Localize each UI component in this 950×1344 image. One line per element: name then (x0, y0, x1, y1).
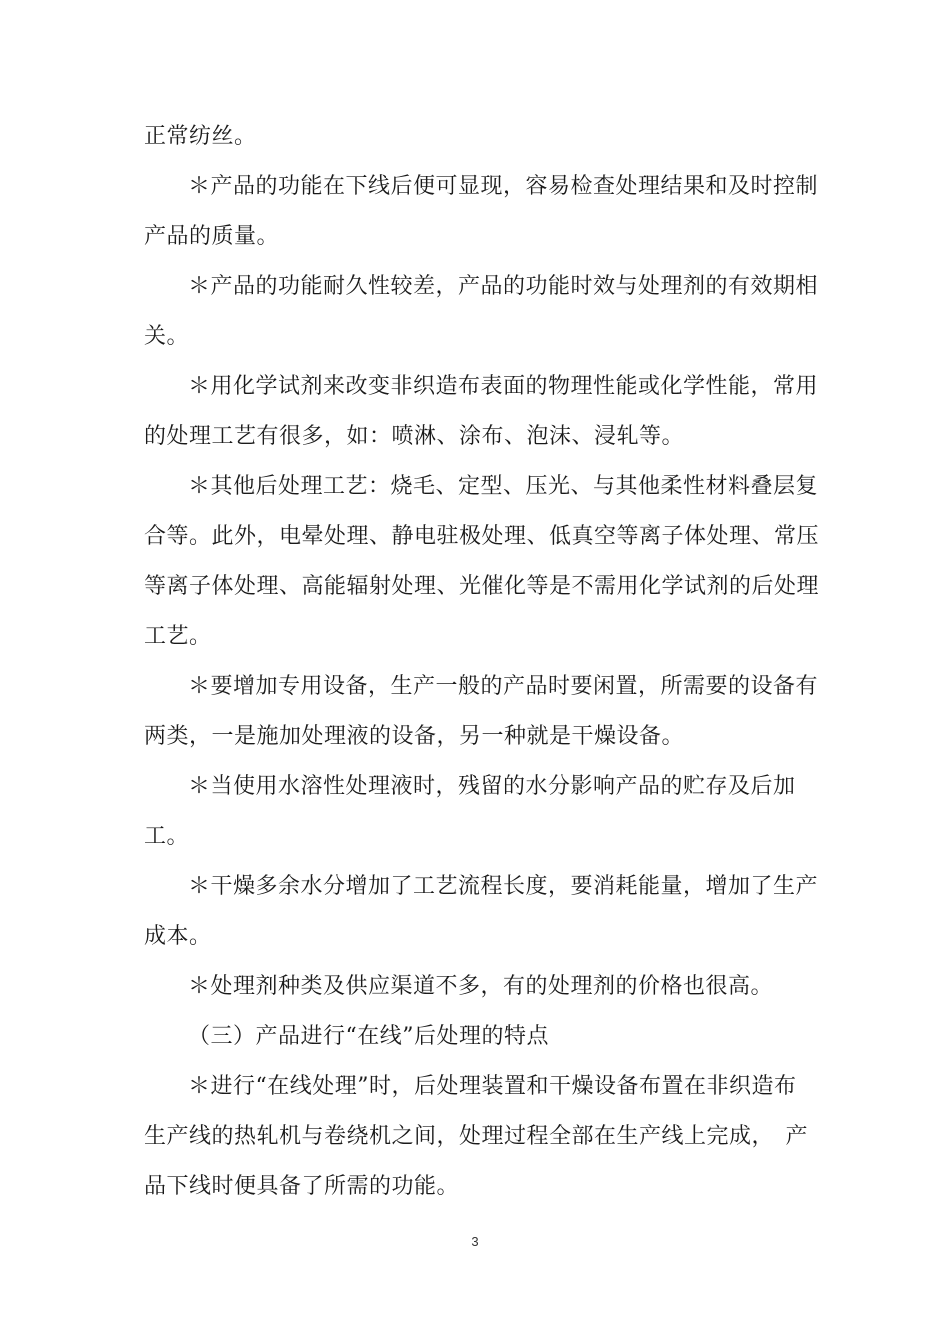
text-line: ＊处理剂种类及供应渠道不多，有的处理剂的价格也很高。 (188, 974, 774, 999)
text-line: ＊要增加专用设备，生产一般的产品时要闲置，所需要的设备有 (188, 674, 819, 699)
text-line: 工艺。 (144, 624, 212, 649)
text-line: ＊干燥多余水分增加了工艺流程长度，要消耗能量，增加了生产 (188, 874, 819, 899)
text-line: 的处理工艺有很多，如：喷淋、涂布、泡沫、浸轧等。 (144, 424, 685, 449)
text-line: ＊其他后处理工艺：烧毛、定型、压光、与其他柔性材料叠层复 (188, 474, 819, 499)
text-line: ＊产品的功能在下线后便可显现，容易检查处理结果和及时控制 (188, 174, 819, 199)
text-line: ＊进行“在线处理”时，后处理装置和干燥设备布置在非织造布 (188, 1074, 797, 1099)
text-line: 工。 (144, 824, 190, 849)
text-line: 关。 (144, 324, 190, 349)
text-line: 等离子体处理、高能辐射处理、光催化等是不需用化学试剂的后处理 (144, 574, 820, 599)
text-line: 正常纺丝。 (144, 124, 257, 149)
text-line: 产品的质量。 (144, 224, 280, 249)
text-line: ＊产品的功能耐久性较差，产品的功能时效与处理剂的有效期相 (188, 274, 819, 299)
text-line: 合等。此外，电晕处理、静电驻极处理、低真空等离子体处理、常压 (144, 524, 820, 549)
text-line: 成本。 (144, 924, 212, 949)
text-line: 品下线时便具备了所需的功能。 (144, 1174, 460, 1199)
section-heading: （三）产品进行“在线”后处理的特点 (188, 1024, 549, 1049)
text-line: 两类，一是施加处理液的设备，另一种就是干燥设备。 (144, 724, 685, 749)
text-line: 生产线的热轧机与卷绕机之间，处理过程全部在生产线上完成， 产 (144, 1124, 809, 1149)
text-line: ＊当使用水溶性处理液时，残留的水分影响产品的贮存及后加 (188, 774, 796, 799)
page-number: 3 (471, 1234, 479, 1249)
text-line: ＊用化学试剂来改变非织造布表面的物理性能或化学性能，常用 (188, 374, 819, 399)
document-body (144, 112, 820, 1212)
